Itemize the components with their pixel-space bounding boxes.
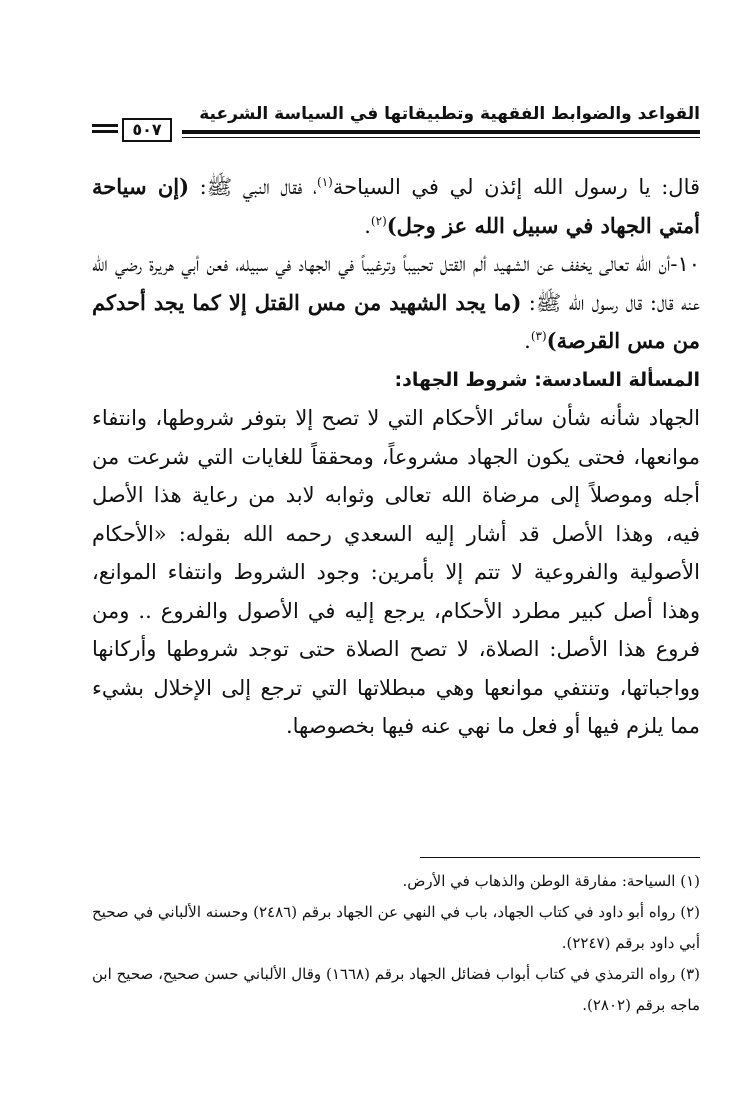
text-run: ، فقال النبي ﷺ: (189, 175, 318, 199)
header-rule (182, 130, 700, 134)
footnote-ref-1: (١) (317, 175, 333, 189)
hadith-quote: (إن سياحة أمتي الجهاد في سبيل الله عز وجل) (92, 174, 700, 238)
footnote: (٢) رواه أبو داود في كتاب الجهاد، باب في النهي عن الجهاد برقم (٢٤٨٦) وحسنه الألباني في صحيح أبي داود برقم (٢٢٤٧). (92, 903, 700, 952)
footnote: (٣) رواه الترمذي في كتاب أبواب فضائل الجهاد برقم (١٦٦٨) وقال الألباني حسن صحيح، صحيح ابن ماجه برقم (٢٨٠٢). (92, 965, 700, 1014)
footnote-ref-3: (٣) (530, 329, 547, 343)
header-rule-thin (182, 137, 700, 138)
text-run: ١٠-أن الله تعالى يخفف عن الشهيد ألم القتل تحبيباً وترغيباً في الجهاد في سبيله، فعن أبي هريرة رضي الله عنه قال: قال رسول الله ﷺ: (92, 252, 701, 315)
page-number: ٥٠٧ (122, 118, 172, 142)
text-run: . (524, 329, 531, 353)
page-header (92, 102, 700, 148)
section-heading: المسألة السادسة: شروط الجهاد: (394, 368, 700, 391)
footnote: (١) السياحة: مفارقة الوطن والذهاب في الأرض. (402, 872, 700, 890)
running-title: القواعد والضوابط الفقهية وتطبيقاتها في السياسة الشرعية (199, 104, 700, 124)
main-text (92, 168, 700, 746)
footnote-ref-2: (٢) (370, 213, 387, 228)
hadith-quote: (ما يجد الشهيد من مس القتل إلا كما يجد أحدكم من مس القرصة) (92, 289, 700, 353)
paragraph-2 (92, 245, 700, 361)
footnotes (92, 866, 700, 1021)
text-run: قال: يا رسول الله إئذن لي في السياحة (332, 175, 701, 199)
paragraph-3: الجهاد شأنه شأن سائر الأحكام التي لا تصح إلا بتوفر شروطها، وانتفاء موانعها، فحتى يكون الجهاد مشروعاً، ومحققاً للغايات التي شرعت من أجله وموصلاً إلى مرضاة الله تعالى وثوابه لابد من رعاية هذا الأصل فيه، وهذا الأصل قد أشار إليه السعدي رحمه الله بقوله: «الأحكام الأصولية والفروعية لا تتم إلا بأمرين: وجود الشروط وانتفاء الموانع، وهذا أصل كبير مطرد الأحكام، يرجع إليه في الأصول والفروع .. ومن فروع هذا الأصل: الصلاة، لا تصح الصلاة حتى توجد شروطها وأركانها وواجباتها، وتنتفي موانعها وهي مبطلاتها التي ترجع إلى الإخلال بشيء مما يلزم فيها أو فعل ما نهي عنه فيها بخصوصها. (92, 406, 700, 738)
footnote-separator (420, 857, 700, 858)
page-number-ornament (92, 124, 118, 133)
paragraph-1 (92, 168, 700, 245)
text-run: . (364, 213, 371, 238)
